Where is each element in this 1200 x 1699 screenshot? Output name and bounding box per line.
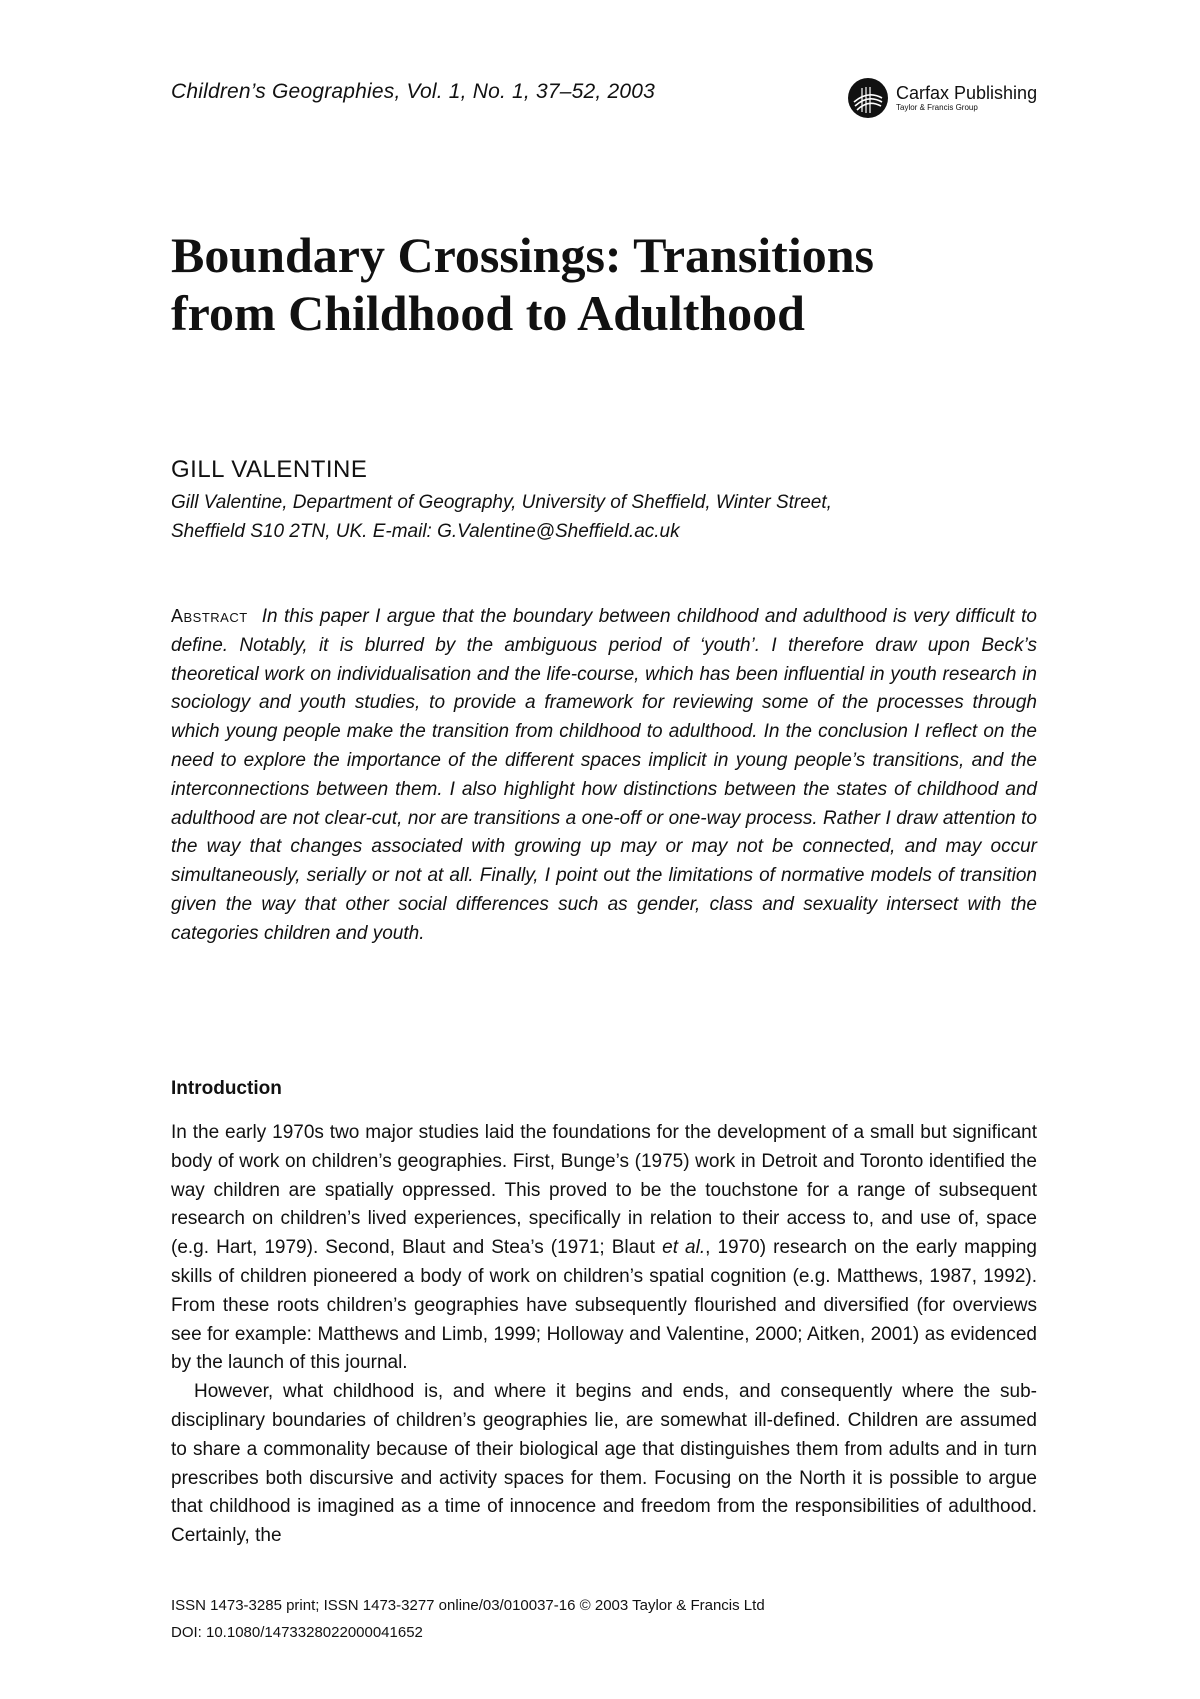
paragraph-1-part-a: In the early 1970s two major studies laid the foundations for the development of a small but significant body of work on children’s geographies. First, Bunge’s (1975) work in Detroit and Toronto identified the way children are spatially oppressed. This proved to be the touchstone for a range of subsequent research on children’s lived experiences, specifically in relation to their access to, and use of, space (e.g. Hart, 1979). Second, Blaut and Stea’s (1971; Blaut: [171, 1122, 1037, 1259]
publisher-group: Taylor & Francis Group: [896, 103, 978, 112]
body-text: [171, 1119, 1037, 1551]
paragraph-1: [171, 1119, 1037, 1378]
section-heading-introduction: Introduction: [171, 1078, 282, 1099]
paragraph-1-part-b: , 1970) research on the early mapping skills of children pioneered a body of work on children’s spatial cognition (e.g. Matthews, 1987, 1992). From these roots children’s geographies have subsequently flourished and diversified (for overviews see for example: Matthews and Limb, 1999; Holloway and Valentine, 2000; Aitken, 2001) as evidenced by the launch of this journal.: [171, 1237, 1037, 1374]
affiliation-line-2: Sheffield S10 2TN, UK. E-mail: G.Valentine@Sheffield.ac.uk: [171, 521, 680, 542]
abstract-label: Abstract: [171, 606, 248, 626]
doi-line: DOI: 10.1080/1473328022000041652: [171, 1624, 423, 1641]
publisher-brand: [846, 76, 1037, 120]
abstract-text: In this paper I argue that the boundary between childhood and adulthood is very difficult to define. Notably, it is blurred by the ambiguous period of ‘youth’. I therefore draw upon Beck’s theoretical work on individualisation and the life-course, which has been influential in youth research in sociology and youth studies, to provide a framework for reviewing some of the processes through which young people make the transition from childhood to adulthood. In the conclusion I reflect on the need to explore the importance of the different spaces implicit in young people’s transitions, and the interconnections between them. I also highlight how distinctions between the states of childhood and adulthood are not clear-cut, nor are transitions a one-off or one-way process. Rather I draw attention to the way that changes associated with growing up may or may not be connected, and may occur simultaneously, serially or not at all. Finally, I point out the limitations of normative models of transition given the way that other social differences such as gender, class and sexuality intersect with the categories children and youth.: [171, 606, 1037, 944]
publisher-name: Carfax Publishing: [896, 83, 1038, 103]
author-affiliation: [171, 488, 1041, 546]
abstract: [171, 602, 1037, 949]
page-footer: [171, 1592, 765, 1646]
article-title: [171, 226, 1071, 342]
paragraph-2: However, what childhood is, and where it begins and ends, and consequently where the sub-disciplinary boundaries of children’s geographies lie, are somewhat ill-defined. Children are assumed to share a commonality because of their biological age that distinguishes them from adults and in turn prescribes both discursive and activity spaces for them. Focusing on the North it is possible to argue that childhood is imagined as a time of innocence and freedom from the responsibilities of adulthood. Certainly, the: [171, 1381, 1037, 1547]
carfax-logo-icon: [846, 76, 890, 120]
affiliation-line-1: Gill Valentine, Department of Geography, University of Sheffield, Winter Street,: [171, 492, 832, 513]
journal-reference: Children’s Geographies, Vol. 1, No. 1, 37–52, 2003: [171, 80, 655, 103]
title-line-1: Boundary Crossings: Transitions: [171, 227, 874, 283]
issn-line: ISSN 1473-3285 print; ISSN 1473-3277 online/03/010037-16 © 2003 Taylor & Francis Ltd: [171, 1597, 765, 1614]
author-name: GILL VALENTINE: [171, 456, 368, 483]
paragraph-1-et-al: et al.: [662, 1237, 706, 1259]
title-line-2: from Childhood to Adulthood: [171, 285, 805, 341]
